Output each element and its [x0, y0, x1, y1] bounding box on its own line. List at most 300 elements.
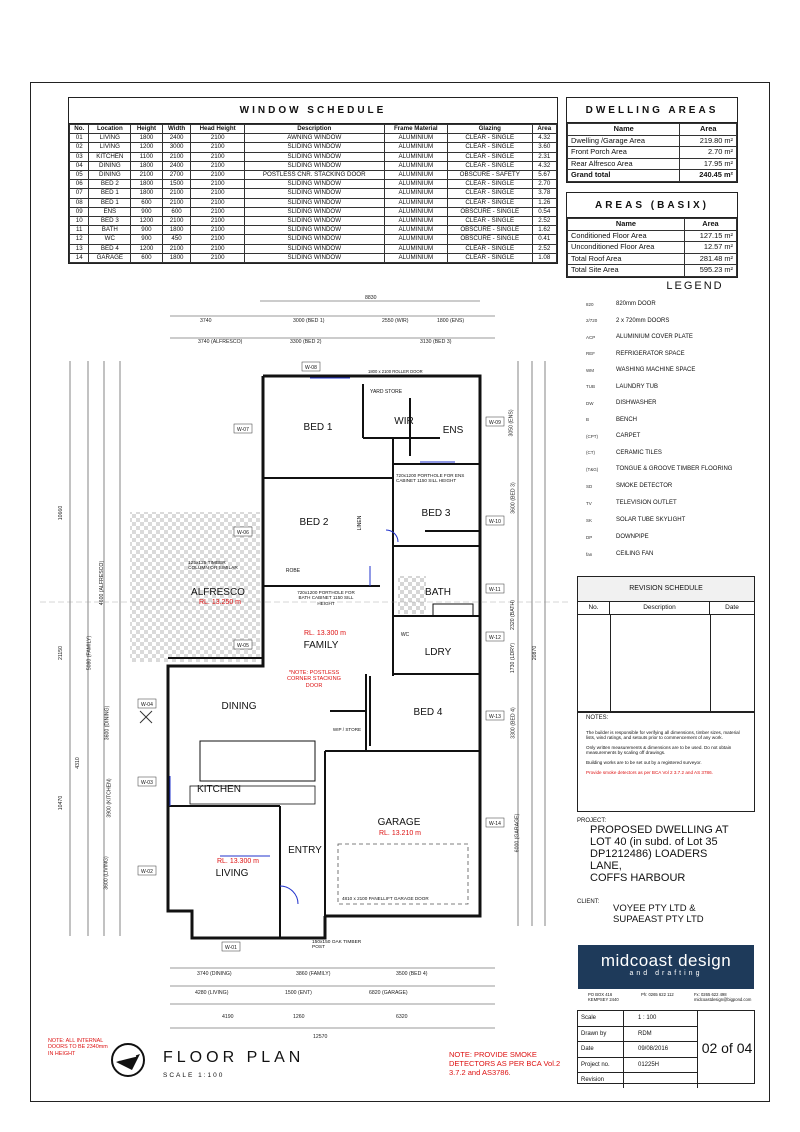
- dim-bottom-2: 3860 (FAMILY): [296, 971, 331, 977]
- area-col-header: Name: [568, 219, 685, 231]
- total-row: [568, 170, 737, 182]
- table-row: [70, 189, 557, 198]
- drawing-scale: SCALE 1:100: [163, 1072, 225, 1079]
- area-col-header: Area: [680, 124, 737, 136]
- legend-label: 820mm DOOR: [616, 301, 656, 307]
- legend-code: ACP: [586, 334, 596, 340]
- table-cell: ALUMINIUM: [384, 180, 447, 189]
- table-cell: 08: [70, 198, 89, 207]
- table-cell: SLIDING WINDOW: [244, 253, 384, 262]
- room-bed2: BED 2: [299, 517, 329, 528]
- table-cell: ALUMINIUM: [384, 134, 447, 143]
- table-cell: ALUMINIUM: [384, 189, 447, 198]
- legend-title: LEGEND: [666, 280, 724, 292]
- project-line: COFFS HARBOUR: [590, 872, 686, 884]
- dim-left-5: 5080 (FAMILY): [86, 635, 93, 671]
- table-cell: ALUMINIUM: [384, 253, 447, 262]
- legend-item: [586, 384, 736, 390]
- table-cell: ALUMINIUM: [384, 226, 447, 235]
- table-cell: 2.70: [532, 180, 556, 189]
- table-cell: 1800: [162, 253, 191, 262]
- window-tag-w04: W-04: [141, 702, 153, 708]
- dim-right-1: 3050 (ENS): [508, 409, 515, 437]
- legend-label: CERAMIC TILES: [616, 449, 662, 456]
- window-schedule-col: No.: [70, 125, 89, 134]
- window-schedule-col: Area: [532, 125, 556, 134]
- table-cell: Grand total: [568, 170, 680, 182]
- dim-right-7: 6000 (GARAGE): [514, 813, 521, 853]
- dim-left-6: 4600 (ALFRESCO): [99, 560, 106, 606]
- table-row: [568, 147, 737, 159]
- table-row: [568, 230, 737, 242]
- table-cell: 2700: [162, 171, 191, 180]
- legend-label: DOWNPIPE: [616, 534, 649, 540]
- legend-label: SMOKE DETECTOR: [616, 483, 673, 489]
- dim-top-2: 3000 (BED 1): [293, 318, 325, 324]
- titleblock-value: 1 : 100: [624, 1011, 698, 1026]
- table-cell: 4.32: [532, 134, 556, 143]
- table-cell: 1200: [131, 143, 162, 152]
- room-kitchen: KITCHEN: [197, 784, 241, 795]
- window-schedule-col: Glazing: [447, 125, 532, 134]
- room-robe: ROBE: [285, 568, 301, 574]
- table-cell: WC: [89, 235, 131, 244]
- table-row: [70, 143, 557, 152]
- window-tag-w02: W-02: [141, 869, 153, 875]
- floor-plan: [40, 286, 570, 1046]
- titleblock-value: [624, 1073, 698, 1088]
- table-cell: OBSCURE - SINGLE: [447, 235, 532, 244]
- table-cell: 01: [70, 134, 89, 143]
- table-cell: CLEAR - SINGLE: [447, 161, 532, 170]
- project-line: DP1212486) LOADERS: [590, 848, 708, 860]
- table-cell: ALUMINIUM: [384, 161, 447, 170]
- table-cell: 1500: [162, 180, 191, 189]
- room-alfresco: ALFRESCO: [191, 587, 245, 598]
- table-cell: 10: [70, 217, 89, 226]
- dim-top-6: 3300 (BED 2): [290, 339, 322, 345]
- table-cell: BED 1: [89, 198, 131, 207]
- window-tag-w03: W-03: [141, 780, 153, 786]
- table-cell: 12: [70, 235, 89, 244]
- basix-areas-table: [567, 218, 737, 277]
- table-cell: BATH: [89, 226, 131, 235]
- legend-label: ALUMINIUM COVER PLATE: [616, 334, 693, 340]
- kitchen-island: [200, 741, 315, 781]
- room-bed1: BED 1: [303, 422, 333, 433]
- roller-door-note: 1800 x 2100 ROLLER DOOR: [368, 369, 423, 374]
- table-cell: 600: [162, 207, 191, 216]
- window-tag-w06: W-06: [237, 530, 249, 536]
- dim-left-7: 3600 (DINING): [104, 705, 111, 741]
- notes-red: Provide smoke detectors as per BCA Vol 2 3.7.2 and AS 3786.: [586, 769, 713, 775]
- titleblock-key: Drawn by: [578, 1027, 624, 1042]
- table-cell: 2400: [162, 161, 191, 170]
- table-cell: CLEAR - SINGLE: [447, 253, 532, 262]
- legend-item: [586, 551, 736, 557]
- table-cell: DINING: [89, 171, 131, 180]
- table-cell: 1800: [131, 134, 162, 143]
- dim-bottom-7: 4190: [222, 1014, 234, 1020]
- legend-code: fan: [586, 551, 593, 557]
- room-garage: GARAGE: [377, 817, 421, 828]
- smoke-detector-note: NOTE: PROVIDE SMOKE DETECTORS AS PER BCA Vol.2 3.7.2 and AS3786.: [449, 1050, 561, 1077]
- table-cell: SLIDING WINDOW: [244, 180, 384, 189]
- table-cell: LIVING: [89, 134, 131, 143]
- table-cell: 2.52: [532, 244, 556, 253]
- table-cell: Dwelling /Garage Area: [568, 135, 680, 147]
- room-living: LIVING: [215, 868, 249, 879]
- table-cell: KITCHEN: [89, 152, 131, 161]
- table-row: [70, 217, 557, 226]
- table-cell: 1800: [131, 189, 162, 198]
- table-row: [568, 242, 737, 254]
- dim-bottom-overall: 12570: [313, 1034, 328, 1040]
- table-cell: 240.45 m²: [680, 170, 737, 182]
- project-line: LOT 40 (in subd. of Lot 35: [590, 836, 718, 848]
- table-cell: ALUMINIUM: [384, 244, 447, 253]
- table-cell: 1.08: [532, 253, 556, 262]
- table-row: [70, 253, 557, 262]
- legend-code: SK: [586, 517, 593, 523]
- dim-right-2: 3600 (BED 3): [510, 482, 517, 514]
- room-family: FAMILY: [303, 640, 339, 651]
- window-schedule-col: Frame Material: [384, 125, 447, 134]
- table-cell: CLEAR - SINGLE: [447, 143, 532, 152]
- dim-bottom-3: 3500 (BED 4): [396, 971, 428, 977]
- legend-code: DP: [586, 534, 593, 540]
- legend-label: CARPET: [616, 433, 641, 439]
- table-cell: POSTLESS CNR. STACKING DOOR: [244, 171, 384, 180]
- window-schedule-col: Height: [131, 125, 162, 134]
- legend-label: WASHING MACHINE SPACE: [616, 367, 696, 373]
- table-cell: 1.62: [532, 226, 556, 235]
- table-cell: 2100: [131, 171, 162, 180]
- table-cell: CLEAR - SINGLE: [447, 180, 532, 189]
- table-cell: CLEAR - SINGLE: [447, 152, 532, 161]
- table-cell: 2100: [191, 217, 244, 226]
- table-cell: Conditioned Floor Area: [568, 230, 685, 242]
- table-cell: BED 4: [89, 244, 131, 253]
- table-cell: 3000: [162, 143, 191, 152]
- table-cell: 127.15 m²: [684, 230, 736, 242]
- table-cell: SLIDING WINDOW: [244, 198, 384, 207]
- table-cell: Front Porch Area: [568, 147, 680, 159]
- table-cell: 2400: [162, 134, 191, 143]
- dim-left-2: 21150: [58, 645, 65, 661]
- dim-left-4: 4310: [74, 757, 81, 769]
- table-cell: ALUMINIUM: [384, 207, 447, 216]
- client-line: VOYEE PTY LTD &: [613, 903, 696, 914]
- legend-item: [586, 500, 736, 506]
- table-cell: 3.78: [532, 189, 556, 198]
- room-ens: ENS: [442, 425, 464, 436]
- notes-line-2: Only written measurements & dimensions are to be used. Do not obtain measurements by scaling off drawings.: [586, 744, 732, 756]
- window-schedule-col: Location: [89, 125, 131, 134]
- table-cell: CLEAR - SINGLE: [447, 244, 532, 253]
- table-cell: SLIDING WINDOW: [244, 189, 384, 198]
- basix-areas-title: AREAS (BASIX): [567, 193, 737, 218]
- table-cell: 2100: [191, 152, 244, 161]
- legend-code: 2/720: [586, 318, 598, 323]
- legend-item: [586, 367, 736, 373]
- postless-door-note: *NOTE: POSTLESS CORNER STACKING DOOR: [287, 670, 341, 689]
- client-label: CLIENT:: [577, 899, 600, 905]
- level-family: RL. 13.300 m: [303, 630, 347, 637]
- room-linen: LINEN: [357, 515, 363, 531]
- window-schedule-col: Head Height: [191, 125, 244, 134]
- table-cell: 2100: [162, 244, 191, 253]
- table-cell: 2100: [191, 198, 244, 207]
- legend-code: WM: [586, 367, 594, 373]
- dim-left-8: 3900 (KITCHEN): [106, 778, 113, 818]
- legend-item: [586, 517, 736, 523]
- table-cell: 1800: [131, 180, 162, 189]
- table-cell: 4.32: [532, 161, 556, 170]
- dim-top-4: 1800 (ENS): [437, 318, 465, 324]
- legend-item: [586, 450, 736, 456]
- legend-code: B: [586, 417, 590, 422]
- legend-code: REF: [586, 351, 595, 356]
- dimension-lines: [70, 301, 545, 1028]
- legend-item: [586, 433, 736, 439]
- titleblock-key: Date: [578, 1042, 624, 1057]
- table-cell: Total Site Area: [568, 265, 685, 277]
- titleblock-row: [578, 1058, 698, 1074]
- window-tag-w05: W-05: [237, 643, 249, 649]
- table-cell: Total Roof Area: [568, 253, 685, 265]
- level-garage: RL. 13.210 m: [378, 830, 422, 837]
- drawing-title: FLOOR PLAN: [163, 1049, 305, 1066]
- titleblock-key: Project no.: [578, 1058, 624, 1073]
- table-cell: SLIDING WINDOW: [244, 143, 384, 152]
- garage-door-outline: [338, 844, 468, 904]
- table-cell: 05: [70, 171, 89, 180]
- table-cell: 281.48 m²: [684, 253, 736, 265]
- window-tag-w07: W-07: [237, 427, 249, 433]
- table-cell: SLIDING WINDOW: [244, 207, 384, 216]
- titleblock-row: [578, 1073, 698, 1088]
- window-schedule-body: [70, 134, 557, 263]
- table-row: [70, 134, 557, 143]
- dim-top-7: 3130 (BED 3): [420, 339, 452, 345]
- table-cell: 06: [70, 180, 89, 189]
- titleblock-row: [578, 1042, 698, 1058]
- table-cell: 0.54: [532, 207, 556, 216]
- legend-label: REFRIGERATOR SPACE: [616, 350, 685, 357]
- table-row: [568, 265, 737, 277]
- legend-code: (T&G): [586, 466, 599, 472]
- legend-label: SOLAR TUBE SKYLIGHT: [616, 517, 686, 523]
- notes-title: NOTES:: [586, 715, 609, 721]
- table-row: [70, 226, 557, 235]
- table-cell: ALUMINIUM: [384, 198, 447, 207]
- room-wir: WIR: [394, 416, 414, 427]
- table-cell: 2100: [191, 235, 244, 244]
- table-cell: 2100: [191, 189, 244, 198]
- table-cell: 2.31: [532, 152, 556, 161]
- legend-label: TELEVISION OUTLET: [616, 500, 677, 506]
- internal-doors-note: NOTE: ALL INTERNAL DOORS TO BE 2340mm IN HEIGHT: [48, 1038, 108, 1057]
- table-cell: 14: [70, 253, 89, 262]
- project-box: [577, 818, 755, 900]
- legend-code: SD: [586, 483, 593, 489]
- table-cell: 2100: [191, 244, 244, 253]
- logo-address: PO BOX 416 KEMPSEY 2440: [588, 992, 619, 1002]
- table-cell: CLEAR - SINGLE: [447, 189, 532, 198]
- table-cell: 07: [70, 189, 89, 198]
- logo-name: midcoast design: [600, 951, 732, 970]
- notes-box: [577, 712, 755, 812]
- titleblock-value: RDM: [624, 1027, 698, 1042]
- dim-left-9: 3600 (LIVING): [103, 856, 110, 890]
- dim-bottom-4: 4280 (LIVING): [195, 990, 229, 996]
- notes-line-1: The builder is responsible for verifying all dimensions, timber sizes, material lists, wind ratings, and setouts prior to commencement of any work.: [586, 729, 740, 741]
- project-label: PROJECT:: [577, 818, 607, 824]
- dim-bottom-1: 3740 (DINING): [197, 971, 232, 977]
- level-alfresco: RL. 13.250 m: [198, 599, 242, 606]
- dim-bottom-9: 6320: [396, 1014, 408, 1020]
- room-bath: BATH: [425, 587, 451, 598]
- table-row: [70, 171, 557, 180]
- revision-schedule: [577, 576, 755, 712]
- table-cell: ALUMINIUM: [384, 152, 447, 161]
- table-cell: SLIDING WINDOW: [244, 161, 384, 170]
- room-dining: DINING: [221, 701, 257, 712]
- window-schedule-table: [69, 124, 557, 263]
- table-cell: 0.41: [532, 235, 556, 244]
- window-tag-w11: W-11: [489, 587, 501, 593]
- table-cell: 2100: [191, 161, 244, 170]
- table-cell: 900: [131, 226, 162, 235]
- table-row: [70, 198, 557, 207]
- logo-fax: Fx: 0265 622 498: [694, 992, 727, 997]
- table-cell: 450: [162, 235, 191, 244]
- basix-areas: [566, 192, 738, 278]
- table-cell: 13: [70, 244, 89, 253]
- legend-code: TV: [586, 500, 592, 506]
- room-entry: ENTRY: [288, 845, 322, 856]
- table-cell: SLIDING WINDOW: [244, 244, 384, 253]
- table-cell: 02: [70, 143, 89, 152]
- north-arrow: [110, 1042, 146, 1078]
- table-row: [70, 207, 557, 216]
- window-schedule-col: Width: [162, 125, 191, 134]
- project-line: LANE,: [590, 860, 622, 872]
- company-logo: [578, 945, 754, 989]
- revision-title: REVISION SCHEDULE: [578, 577, 754, 602]
- table-cell: 17.95 m²: [680, 158, 737, 170]
- table-cell: 900: [131, 235, 162, 244]
- window-tag-w01: W-01: [225, 945, 237, 951]
- table-cell: CLEAR - SINGLE: [447, 198, 532, 207]
- porthole-ens-note: 720x1200 PORTHOLE FOR ENS CABINET 1150 SILL HEIGHT: [396, 473, 465, 484]
- table-cell: ALUMINIUM: [384, 171, 447, 180]
- room-ldry: LDRY: [424, 647, 452, 658]
- window-schedule-title: WINDOW SCHEDULE: [69, 98, 557, 124]
- window-tag-w14: W-14: [489, 821, 501, 827]
- dim-top-3: 2550 (WIR): [382, 318, 409, 324]
- dim-right-5: 20870: [532, 645, 539, 661]
- table-row: [70, 180, 557, 189]
- table-cell: 04: [70, 161, 89, 170]
- window-schedule-header: [70, 125, 557, 134]
- column-note: 125x125 TIMBER COLUMN OR SIMILAR: [188, 561, 238, 572]
- table-cell: 900: [131, 207, 162, 216]
- table-cell: 2100: [191, 226, 244, 235]
- table-cell: 2100: [191, 253, 244, 262]
- table-cell: SLIDING WINDOW: [244, 226, 384, 235]
- dim-bottom-5: 1500 (ENT): [285, 990, 312, 996]
- revision-col-desc: Description: [610, 602, 710, 614]
- table-cell: 2100: [162, 198, 191, 207]
- dim-right-6: 3300 (BED 4): [510, 707, 517, 739]
- legend-item: [586, 301, 736, 307]
- table-cell: SLIDING WINDOW: [244, 235, 384, 244]
- dwelling-areas-table: [567, 123, 737, 182]
- table-cell: 1200: [131, 217, 162, 226]
- window-tag-w12: W-12: [489, 635, 501, 641]
- table-cell: 12.57 m²: [684, 242, 736, 254]
- legend-code: 820: [586, 301, 594, 307]
- titleblock-key: Revision: [578, 1073, 624, 1088]
- legend-item: [586, 534, 736, 540]
- table-row: [70, 244, 557, 253]
- porthole-bath-note: 720x1200 PORTHOLE FOR BATH CABINET 1150 SILL HEIGHT: [297, 590, 355, 606]
- titleblock-row: [578, 1011, 698, 1027]
- dwelling-areas: [566, 97, 738, 183]
- legend-item: [586, 334, 736, 340]
- project-line: PROPOSED DWELLING AT: [590, 824, 729, 836]
- legend-label: LAUNDRY TUB: [616, 383, 659, 390]
- table-cell: 09: [70, 207, 89, 216]
- logo-sub: and drafting: [629, 970, 703, 977]
- legend-item: [586, 400, 736, 406]
- dim-bottom-6: 6820 (GARAGE): [369, 990, 408, 996]
- table-row: [568, 158, 737, 170]
- legend-item: [586, 417, 736, 423]
- table-cell: LIVING: [89, 143, 131, 152]
- table-cell: AWNING WINDOW: [244, 134, 384, 143]
- table-row: [568, 135, 737, 147]
- table-cell: 2.70 m²: [680, 147, 737, 159]
- table-cell: 3.60: [532, 143, 556, 152]
- window-schedule: [68, 97, 558, 264]
- table-cell: 1100: [131, 152, 162, 161]
- ceiling-fan-icons: [140, 711, 152, 723]
- table-cell: 2100: [162, 189, 191, 198]
- client-box: [577, 899, 755, 939]
- legend-code: TUB: [586, 384, 595, 389]
- table-cell: 219.80 m²: [680, 135, 737, 147]
- bath-tub: [433, 604, 473, 616]
- table-cell: Rear Alfresco Area: [568, 158, 680, 170]
- table-cell: 2100: [191, 171, 244, 180]
- table-cell: 2100: [191, 180, 244, 189]
- table-row: [70, 161, 557, 170]
- dwelling-areas-title: DWELLING AREAS: [567, 98, 737, 123]
- table-row: [70, 235, 557, 244]
- legend-label: DISHWASHER: [616, 400, 657, 406]
- level-living: RL. 13.300 m: [216, 858, 260, 865]
- table-cell: OBSCURE - SINGLE: [447, 226, 532, 235]
- table-cell: 2.52: [532, 217, 556, 226]
- table-cell: 5.67: [532, 171, 556, 180]
- client-line: SUPAEAST PTY LTD: [613, 914, 704, 925]
- legend-label: 2 x 720mm DOORS: [616, 317, 670, 324]
- legend-label: TONGUE & GROOVE TIMBER FLOORING: [616, 466, 733, 472]
- window-schedule-col: Description: [244, 125, 384, 134]
